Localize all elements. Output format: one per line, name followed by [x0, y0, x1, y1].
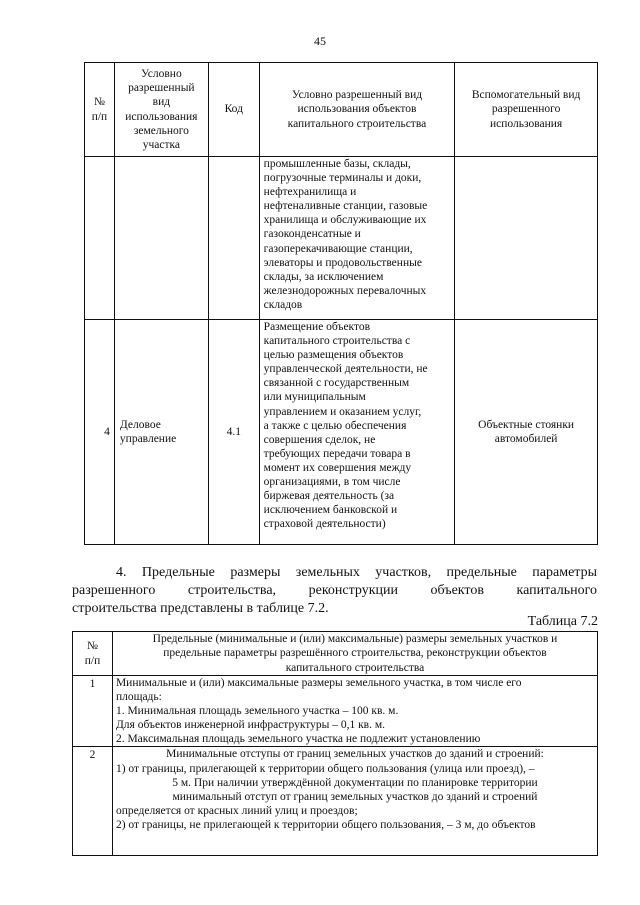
header-land-use: Условно разрешенный вид использования земельного участка: [114, 63, 208, 157]
row4-code: 4.1: [208, 320, 259, 545]
page-number: 45: [314, 34, 326, 48]
table-caption: Таблица 7.2: [527, 614, 598, 629]
header-num: № п/п: [73, 632, 113, 676]
header-title: Предельные (минимальные и (или) максимальные) размеры земельных участков и предельные параметры разрешённого строительства, реконструкции объектов капитального строительства: [112, 632, 597, 676]
row1-num: 1: [73, 676, 113, 747]
header-capital-use: Условно разрешенный вид использования объектов капитального строительства: [259, 63, 455, 157]
header-aux-use: Вспомогательный вид разрешенного использования: [455, 63, 598, 157]
header-code: Код: [208, 63, 259, 157]
row1-text: Минимальные и (или) максимальные размеры земельного участка, в том числе его площадь: 1. Минимальная площадь земельного участка – 100 кв. м. Для объектов инженерной инфраструктуры – 0,1 кв. м. 2. Максимальная площадь земельного участка не подлежит установлению: [112, 676, 597, 747]
row4-description: Размещение объектов капитального строительства с целью размещения объектов управленческой деятельности, не связанной с государственным или муниципальным управлением и оказанием услуг, а также с целью обеспечения совершения сделок, не требующих передачи товара в момент их совершения между организациями, в том числе биржевая деятельность (за исключением банковской и страховой деятельности): [259, 320, 455, 545]
continuation-description: промышленные базы, склады, погрузочные терминалы и доки, нефтехранилища и нефтеналивные станции, газовые хранилища и обслуживающие их газоконденсатные и газоперекачивающие станции, элеваторы и продовольственные склады, за исключением железнодорожных перевалочных складов: [259, 157, 455, 320]
land-use-table: [84, 62, 598, 545]
table-row: [73, 676, 598, 747]
row2-text: Минимальные отступы от границ земельных участков до зданий и строений: 1) от границы, прилегающей к территории общего пользования (улица или проезд), – 5 м. При наличии утверждённой документации по планировке территории минимальный отступ от границ земельных участков до зданий и строений определяется от красных линий улиц и проездов; 2) от границы, не прилегающей к территории общего пользования, – 3 м, до объектов: [112, 747, 597, 856]
limits-table: [72, 631, 598, 856]
header-num: № п/п: [85, 63, 115, 157]
table-row-4: [85, 320, 598, 545]
row4-name: Деловое управление: [114, 320, 208, 545]
row2-num: 2: [73, 747, 113, 856]
paragraph-4: 4. Предельные размеры земельных участков, предельные параметры разрешенного строительства, реконструкции объектов капитального строительства представлены в таблице 7.2.: [72, 565, 597, 616]
table-header-row: [73, 632, 598, 676]
table-row-continuation: [85, 157, 598, 320]
table-row: [73, 747, 598, 856]
table-header-row: [85, 63, 598, 157]
row4-aux: Объектные стоянки автомобилей: [455, 320, 598, 545]
row4-num: 4: [85, 320, 115, 545]
